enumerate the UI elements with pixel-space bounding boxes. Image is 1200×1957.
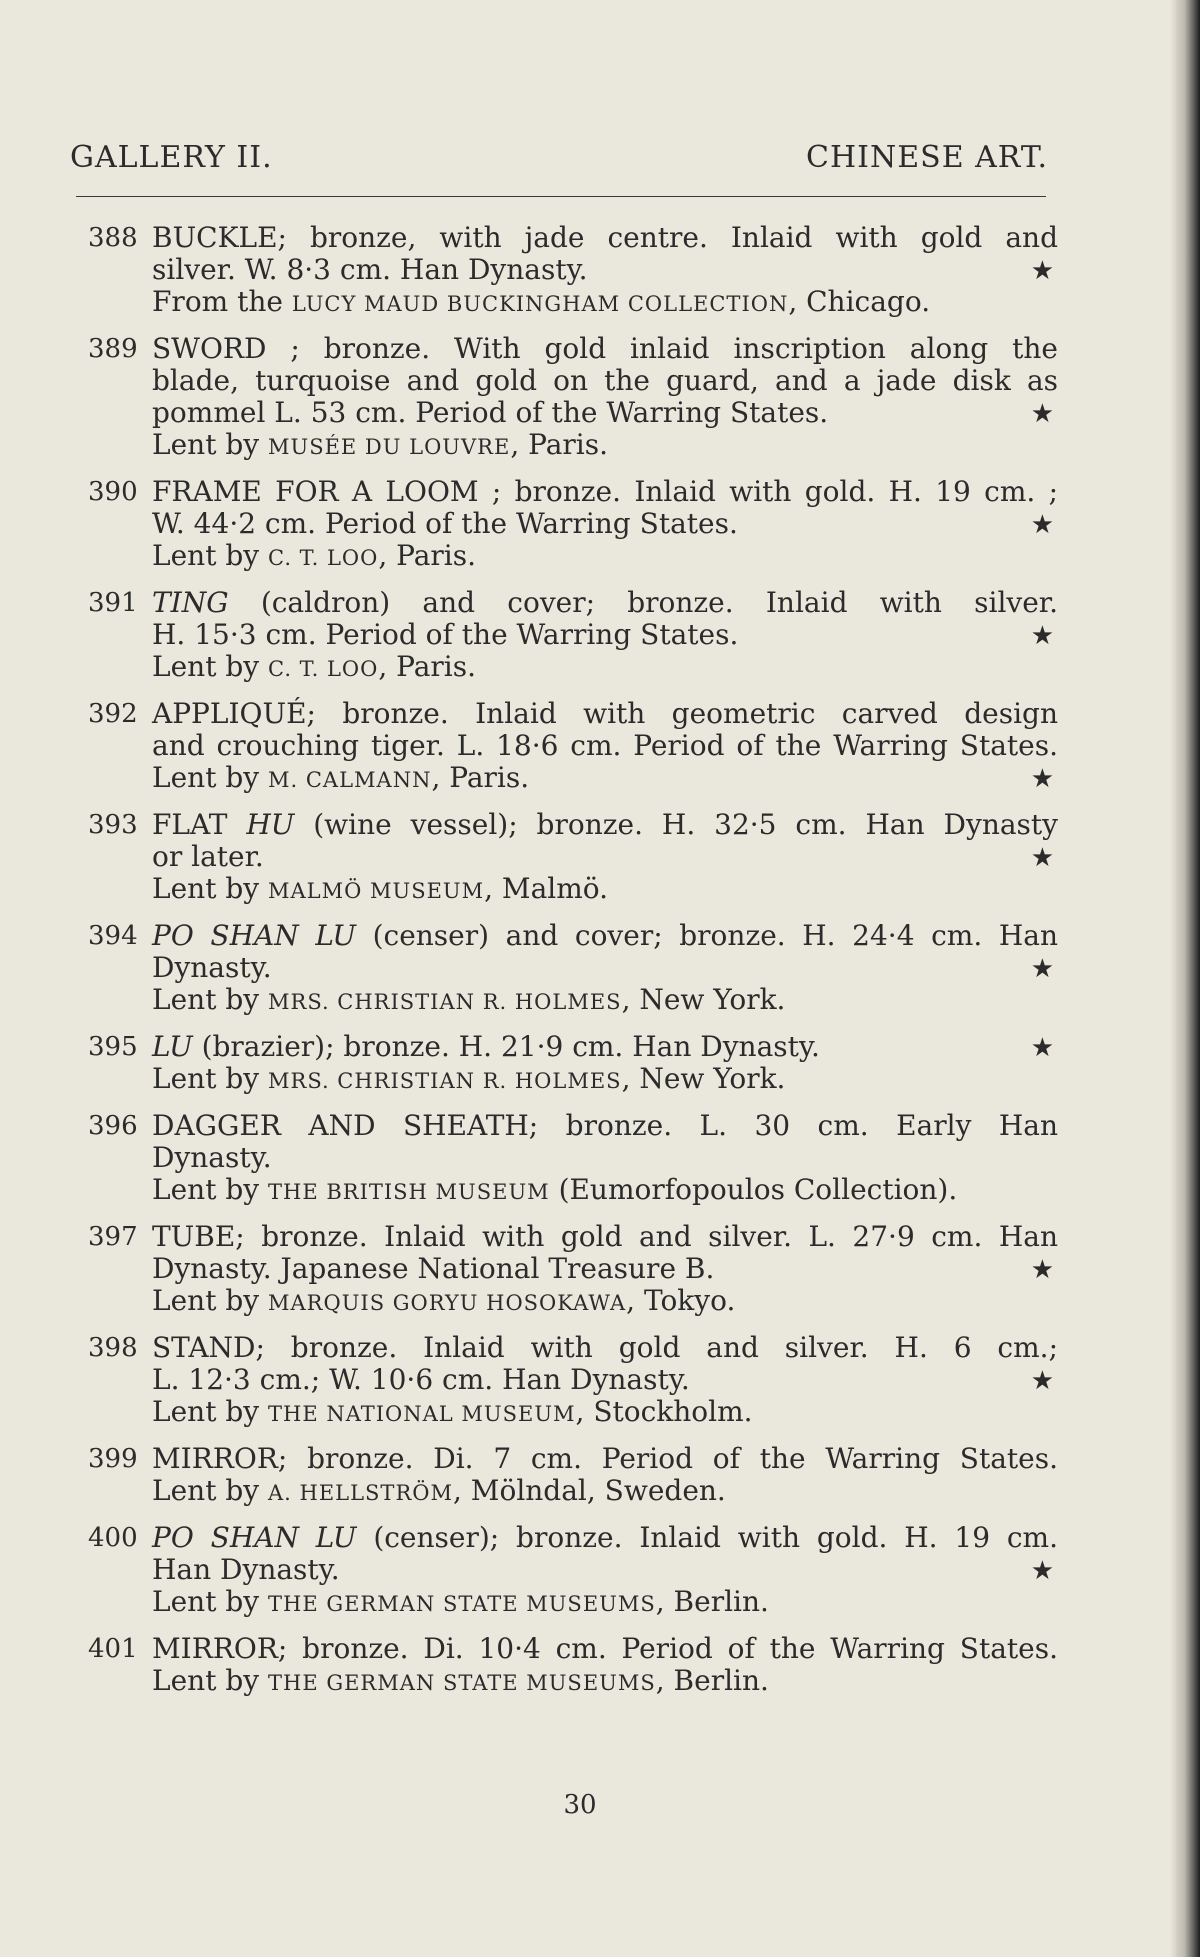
catalogue-entry <box>88 1633 1058 1697</box>
entry-line: MIRROR; bronze. Di. 10·4 cm. Period of the Warring States. <box>152 1632 1058 1665</box>
entry-lender: Lent by MARQUIS GORYU HOSOKAWA, Tokyo. <box>152 1284 736 1317</box>
entry-number: 394 <box>88 921 138 951</box>
entry-lender: Lent by THE GERMAN STATE MUSEUMS, Berlin. <box>152 1585 769 1618</box>
lender-name: C. T. LOO <box>268 546 379 570</box>
catalogue-entry <box>88 333 1058 461</box>
catalogue-entry <box>88 1332 1058 1428</box>
catalogue-entry <box>88 809 1058 905</box>
catalogue-entry <box>88 1031 1058 1095</box>
entry-lender: Lent by MUSÉE DU LOUVRE, Paris. <box>152 428 608 461</box>
entry-line: TING (caldron) and cover; bronze. Inlaid with silver. <box>152 586 1058 619</box>
lender-name: THE GERMAN STATE MUSEUMS <box>268 1592 656 1616</box>
running-header <box>70 140 1048 180</box>
star-icon: ★ <box>1030 954 1054 984</box>
entry-lender: From the LUCY MAUD BUCKINGHAM COLLECTION, Chicago. <box>152 285 931 318</box>
entry-number: 390 <box>88 477 138 507</box>
entry-text <box>152 1031 1058 1095</box>
entry-line: FLAT HU (wine vessel); bronze. H. 32·5 cm. Han Dynasty <box>152 808 1058 841</box>
star-icon: ★ <box>1030 256 1054 286</box>
entry-number: 396 <box>88 1111 138 1141</box>
entry-number: 388 <box>88 223 138 253</box>
entry-line: pommel L. 53 cm. Period of the Warring States. ★ <box>152 396 1054 429</box>
star-icon: ★ <box>1030 1366 1054 1396</box>
entry-lender: Lent by MALMÖ MUSEUM, Malmö. <box>152 872 609 905</box>
star-icon: ★ <box>1030 1033 1054 1063</box>
entry-line: W. 44·2 cm. Period of the Warring States. ★ <box>152 507 1054 540</box>
entry-line: silver. W. 8·3 cm. Han Dynasty. ★ <box>152 253 1054 286</box>
entry-lender: Lent by THE BRITISH MUSEUM (Eumorfopoulos Collection). <box>152 1173 958 1206</box>
entry-text <box>152 587 1058 683</box>
entry-line: or later. ★ <box>152 840 1054 873</box>
star-icon: ★ <box>1030 510 1054 540</box>
star-icon: ★ <box>1030 764 1054 794</box>
star-icon: ★ <box>1030 1255 1054 1285</box>
page-number: 30 <box>563 1790 597 1820</box>
entry-text <box>152 1443 1058 1507</box>
catalogue-entry <box>88 920 1058 1016</box>
entry-line: and crouching tiger. L. 18·6 cm. Period of the Warring States. <box>152 729 1058 762</box>
entry-lender: Lent by THE NATIONAL MUSEUM, Stockholm. <box>152 1395 753 1428</box>
entry-text <box>152 476 1058 572</box>
entry-line: DAGGER AND SHEATH; bronze. L. 30 cm. Early Han <box>152 1109 1058 1142</box>
catalogue-entry <box>88 587 1058 683</box>
star-icon: ★ <box>1030 843 1054 873</box>
entry-number: 395 <box>88 1032 138 1062</box>
catalogue-entry <box>88 222 1058 318</box>
entry-line: Dynasty. Japanese National Treasure B. ★ <box>152 1252 1054 1285</box>
entry-text <box>152 920 1058 1016</box>
entry-lender: Lent by THE GERMAN STATE MUSEUMS, Berlin. <box>152 1664 769 1697</box>
catalogue-entry <box>88 1443 1058 1507</box>
entry-number: 391 <box>88 588 138 618</box>
star-icon: ★ <box>1030 399 1054 429</box>
entry-number: 401 <box>88 1634 138 1664</box>
entry-text <box>152 222 1058 318</box>
entry-line: SWORD ; bronze. With gold inlaid inscription along the <box>152 332 1058 365</box>
entry-line: L. 12·3 cm.; W. 10·6 cm. Han Dynasty. ★ <box>152 1363 1054 1396</box>
entry-number: 399 <box>88 1444 138 1474</box>
entry-text <box>152 809 1058 905</box>
entry-line: TUBE; bronze. Inlaid with gold and silver. L. 27·9 cm. Han <box>152 1220 1058 1253</box>
book-binding <box>1176 0 1200 1957</box>
entry-line: blade, turquoise and gold on the guard, and a jade disk as <box>152 364 1058 397</box>
entry-lender: Lent by C. T. LOO, Paris. <box>152 539 477 572</box>
entry-line: PO SHAN LU (censer) and cover; bronze. H. 24·4 cm. Han <box>152 919 1059 952</box>
entry-line: Han Dynasty. ★ <box>152 1553 1054 1586</box>
lender-name: MUSÉE DU LOUVRE <box>268 435 511 459</box>
catalogue-entries <box>88 222 1058 1712</box>
entry-number: 397 <box>88 1222 138 1252</box>
entry-text <box>152 1221 1058 1317</box>
entry-text <box>152 1332 1058 1428</box>
entry-line: PO SHAN LU (censer); bronze. Inlaid with gold. H. 19 cm. <box>152 1521 1059 1554</box>
catalogue-entry <box>88 1522 1058 1618</box>
entry-line: FRAME FOR A LOOM ; bronze. Inlaid with gold. H. 19 cm. ; <box>152 475 1058 508</box>
lender-name: M. CALMANN <box>268 768 432 792</box>
entry-line: BUCKLE; bronze, with jade centre. Inlaid with gold and <box>152 221 1058 254</box>
entry-text <box>152 1110 1058 1206</box>
entry-number: 392 <box>88 699 138 729</box>
lender-name: THE NATIONAL MUSEUM <box>268 1402 576 1426</box>
catalogue-entry <box>88 698 1058 794</box>
star-icon: ★ <box>1030 1556 1054 1586</box>
lender-name: THE BRITISH MUSEUM <box>268 1180 550 1204</box>
entry-text <box>152 1522 1058 1618</box>
lender-name: A. HELLSTRÖM <box>268 1481 453 1505</box>
entry-line: APPLIQUÉ; bronze. Inlaid with geometric carved design <box>152 697 1058 730</box>
lender-name: MRS. CHRISTIAN R. HOLMES <box>268 990 622 1014</box>
lender-name: MALMÖ MUSEUM <box>268 879 485 903</box>
header-rule <box>76 196 1046 197</box>
lender-name: THE GERMAN STATE MUSEUMS <box>268 1671 656 1695</box>
entry-number: 400 <box>88 1523 138 1553</box>
entry-lender: Lent by M. CALMANN, Paris. ★ <box>152 761 1054 794</box>
lender-name: C. T. LOO <box>268 657 379 681</box>
entry-line: Dynasty. <box>152 1141 272 1174</box>
entry-lender: Lent by C. T. LOO, Paris. <box>152 650 477 683</box>
entry-line: MIRROR; bronze. Di. 7 cm. Period of the Warring States. <box>152 1442 1058 1475</box>
catalogue-entry <box>88 476 1058 572</box>
catalogue-entry <box>88 1110 1058 1206</box>
lender-name: MARQUIS GORYU HOSOKAWA <box>268 1291 627 1315</box>
entry-lender: Lent by A. HELLSTRÖM, Mölndal, Sweden. <box>152 1474 726 1507</box>
header-gallery: GALLERY II. <box>70 140 273 175</box>
entry-line: H. 15·3 cm. Period of the Warring States. ★ <box>152 618 1054 651</box>
entry-line: STAND; bronze. Inlaid with gold and silver. H. 6 cm.; <box>152 1331 1058 1364</box>
entry-lender: Lent by MRS. CHRISTIAN R. HOLMES, New York. <box>152 1062 786 1095</box>
entry-number: 398 <box>88 1333 138 1363</box>
lender-name: MRS. CHRISTIAN R. HOLMES <box>268 1069 622 1093</box>
header-section: CHINESE ART. <box>806 140 1048 175</box>
catalogue-entry <box>88 1221 1058 1317</box>
entry-number: 389 <box>88 334 138 364</box>
entry-text <box>152 1633 1058 1697</box>
entry-lender: Lent by MRS. CHRISTIAN R. HOLMES, New York. <box>152 983 786 1016</box>
entry-line: Dynasty. ★ <box>152 951 1054 984</box>
entry-text <box>152 333 1058 461</box>
entry-line: LU (brazier); bronze. H. 21·9 cm. Han Dynasty. ★ <box>152 1030 1054 1063</box>
entry-number: 393 <box>88 810 138 840</box>
entry-text <box>152 698 1058 794</box>
star-icon: ★ <box>1030 621 1054 651</box>
lender-name: LUCY MAUD BUCKINGHAM COLLECTION <box>291 292 789 316</box>
